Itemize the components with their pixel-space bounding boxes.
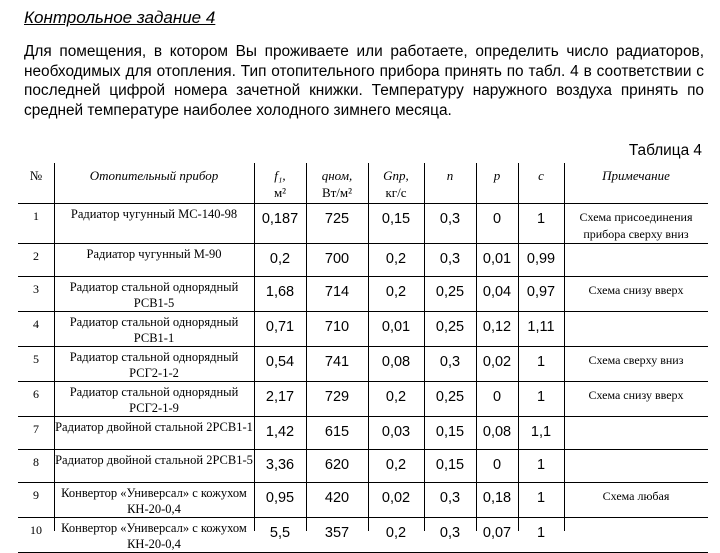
gpr-value: 0,2 (368, 449, 424, 482)
p-value: 0,01 (476, 243, 518, 276)
gpr-value: 0,01 (368, 311, 424, 346)
n-value: 0,3 (424, 517, 476, 552)
p-value: 0,04 (476, 276, 518, 311)
note-text: Схема сверху вниз (564, 346, 708, 381)
n-value: 0,15 (424, 449, 476, 482)
col-header-gpr: Gпр, кг/с (368, 163, 424, 203)
c-value: 1 (518, 517, 564, 552)
gpr-value: 0,03 (368, 416, 424, 449)
table-row (18, 243, 708, 276)
gpr-value: 0,2 (368, 276, 424, 311)
note-text (564, 311, 708, 346)
note-text (564, 449, 708, 482)
row-num: 9 (18, 482, 54, 517)
p-value: 0,08 (476, 416, 518, 449)
qnom-value: 714 (306, 276, 368, 311)
qnom-value: 615 (306, 416, 368, 449)
qnom-value: 357 (306, 517, 368, 552)
row-num: 5 (18, 346, 54, 381)
n-value: 0,3 (424, 346, 476, 381)
row-num: 8 (18, 449, 54, 482)
qnom-value: 710 (306, 311, 368, 346)
note-text: Схема снизу вверх (564, 381, 708, 416)
column-divider (424, 163, 425, 531)
col-header-note: Примечание (564, 163, 708, 203)
p-value: 0 (476, 449, 518, 482)
col-header-f1: f₁, м² (254, 163, 306, 203)
f1-value: 0,95 (254, 482, 306, 517)
device-name: Конвертор «Универсал» с кожухом КН-20-0,4 (54, 517, 254, 552)
n-value: 0,25 (424, 381, 476, 416)
table-row (18, 517, 708, 552)
n-value: 0,25 (424, 311, 476, 346)
col-header-qnom: qном, Вт/м² (306, 163, 368, 203)
row-num: 4 (18, 311, 54, 346)
col-header-p: p (476, 163, 518, 203)
row-num: 1 (18, 203, 54, 243)
c-value: 1 (518, 482, 564, 517)
col-header-num: № (18, 163, 54, 203)
row-num: 7 (18, 416, 54, 449)
c-value: 0,99 (518, 243, 564, 276)
column-divider (476, 163, 477, 531)
n-value: 0,3 (424, 243, 476, 276)
device-name: Радиатор стальной однорядный РСВ1-5 (54, 276, 254, 311)
gpr-value: 0,2 (368, 381, 424, 416)
gpr-value: 0,2 (368, 243, 424, 276)
column-divider (518, 163, 519, 531)
qnom-value: 729 (306, 381, 368, 416)
f1-value: 0,71 (254, 311, 306, 346)
qnom-value: 700 (306, 243, 368, 276)
device-name: Радиатор двойной стальной 2РСВ1-1 (54, 416, 254, 449)
n-value: 0,25 (424, 276, 476, 311)
qnom-value: 741 (306, 346, 368, 381)
row-num: 10 (18, 517, 54, 552)
table-row (18, 276, 708, 311)
col-header-device: Отопительный прибор (54, 163, 254, 203)
table-row (18, 416, 708, 449)
p-value: 0,12 (476, 311, 518, 346)
gpr-value: 0,08 (368, 346, 424, 381)
task-description: Для помещения, в котором Вы проживаете или работаете, определить число радиаторов, необходимых для отопления. Тип отопительного прибора принять по табл. 4 в соответствии с последней цифрой номера зачетной книжки. Температуру наружного воздуха принять по средней температуре наиболее холодного зимнего месяца. (24, 43, 704, 119)
column-divider (564, 163, 565, 531)
gpr-value: 0,15 (368, 203, 424, 243)
note-text (564, 517, 708, 552)
device-name: Радиатор чугунный МС-140-98 (54, 203, 254, 243)
note-text: Схема снизу вверх (564, 276, 708, 311)
column-divider (368, 163, 369, 531)
f1-value: 1,68 (254, 276, 306, 311)
c-value: 1,1 (518, 416, 564, 449)
task-title: Контрольное задание 4 (24, 8, 216, 27)
table-row (18, 381, 708, 416)
device-name: Конвертор «Универсал» с кожухом КН-20-0,4 (54, 482, 254, 517)
f1-value: 0,2 (254, 243, 306, 276)
qnom-value: 620 (306, 449, 368, 482)
table-row (18, 203, 708, 243)
device-name: Радиатор чугунный М-90 (54, 243, 254, 276)
table-row (18, 449, 708, 482)
f1-value: 1,42 (254, 416, 306, 449)
p-value: 0,02 (476, 346, 518, 381)
row-num: 3 (18, 276, 54, 311)
table-row (18, 482, 708, 517)
c-value: 1 (518, 449, 564, 482)
qnom-value: 420 (306, 482, 368, 517)
table-caption: Таблица 4 (628, 142, 702, 159)
n-value: 0,15 (424, 416, 476, 449)
p-value: 0 (476, 381, 518, 416)
note-text (564, 243, 708, 276)
c-value: 1 (518, 203, 564, 243)
f1-value: 3,36 (254, 449, 306, 482)
gpr-value: 0,2 (368, 517, 424, 552)
row-num: 6 (18, 381, 54, 416)
device-name: Радиатор двойной стальной 2РСВ1-5 (54, 449, 254, 482)
note-text: Схема присоединения прибора сверху вниз (564, 203, 708, 243)
c-value: 0,97 (518, 276, 564, 311)
c-value: 1 (518, 346, 564, 381)
f1-value: 0,54 (254, 346, 306, 381)
col-header-n: n (424, 163, 476, 203)
device-name: Радиатор стальной однорядный РСГ2-1-2 (54, 346, 254, 381)
p-value: 0 (476, 203, 518, 243)
column-divider (254, 163, 255, 531)
gpr-value: 0,02 (368, 482, 424, 517)
radiator-table (18, 163, 708, 553)
f1-value: 5,5 (254, 517, 306, 552)
column-divider (54, 163, 55, 531)
table-row (18, 346, 708, 381)
n-value: 0,3 (424, 482, 476, 517)
row-num: 2 (18, 243, 54, 276)
col-header-c: c (518, 163, 564, 203)
p-value: 0,18 (476, 482, 518, 517)
p-value: 0,07 (476, 517, 518, 552)
device-name: Радиатор стальной однорядный РСВ1-1 (54, 311, 254, 346)
qnom-value: 725 (306, 203, 368, 243)
table-row (18, 311, 708, 346)
f1-value: 2,17 (254, 381, 306, 416)
device-name: Радиатор стальной однорядный РСГ2-1-9 (54, 381, 254, 416)
f1-value: 0,187 (254, 203, 306, 243)
column-divider (306, 163, 307, 531)
table-header-row (18, 163, 708, 203)
note-text (564, 416, 708, 449)
note-text: Схема любая (564, 482, 708, 517)
n-value: 0,3 (424, 203, 476, 243)
c-value: 1 (518, 381, 564, 416)
c-value: 1,11 (518, 311, 564, 346)
